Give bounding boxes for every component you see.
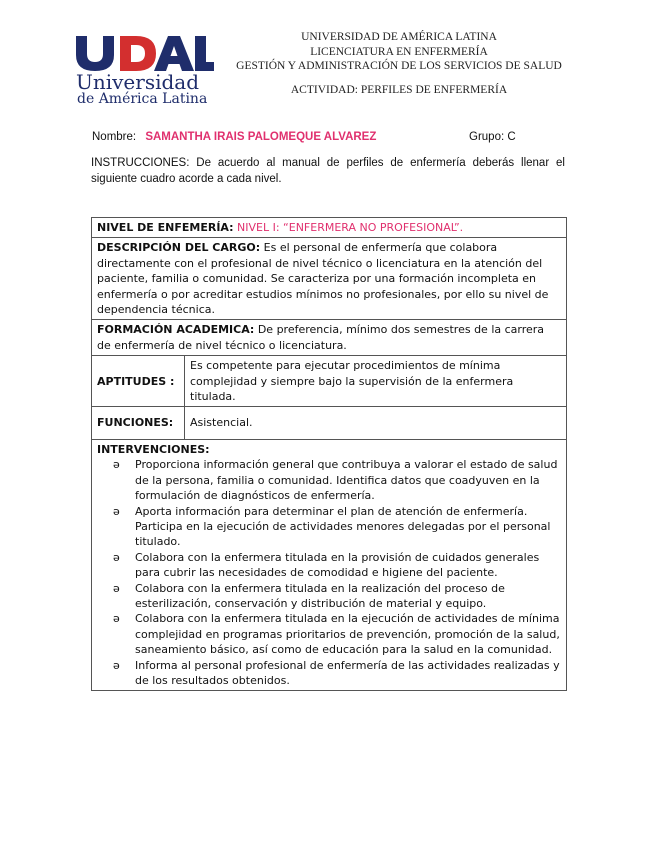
- formation-text: De preferencia, mínimo dos semestres de la carrera de enfermería de nivel técnico o licenciatura.: [97, 323, 545, 352]
- header-activity: ACTIVIDAD: PERFILES DE ENFERMERÍA: [290, 84, 508, 96]
- interventions-list: [97, 457, 561, 688]
- interventions-label: INTERVENCIONES:: [97, 442, 210, 456]
- intervention-item: [111, 457, 561, 503]
- functions-text: Asistencial.: [185, 407, 567, 439]
- instructions: INSTRUCCIONES: De acuerdo al manual de perfiles de enfermería deberás llenar el siguiente cuadro acorde a cada nivel.: [91, 157, 565, 185]
- header-course: GESTIÓN Y ADMINISTRACIÓN DE LOS SERVICIOS DE SALUD: [236, 60, 562, 72]
- aptitudes-row: [92, 356, 567, 407]
- intervention-text: Proporciona información general que contribuya a valorar el estado de salud de la persona, familia o comunidad. Identifica datos que coadyuven en la formulación de diagnósticos de enfermería.: [135, 458, 558, 503]
- aptitudes-label: APTITUDES :: [92, 356, 185, 407]
- level-value: NIVEL I: “ENFERMERA NO PROFESIONAL”.: [237, 221, 464, 234]
- interventions-row: [92, 439, 567, 691]
- intervention-text: Colabora con la enfermera titulada en la provisión de cuidados generales para cubrir las necesidades de comodidad e higiene del paciente.: [135, 550, 540, 580]
- group-label: Grupo: C: [469, 131, 516, 143]
- intervention-item: [111, 658, 561, 689]
- logo-letter-u: [76, 36, 114, 71]
- description-row: [92, 238, 567, 320]
- intervention-text: Colabora con la enfermera titulada en la ejecución de actividades de mínima complejidad en programas prioritarios de prevención, promoción de la salud, saneamiento básico, así como de educación para la salud en la comunidad.: [135, 612, 560, 657]
- header-university: UNIVERSIDAD DE AMÉRICA LATINA: [301, 31, 497, 43]
- bullet-icon: ə: [113, 658, 120, 672]
- logo-text-america-latina: de América Latina: [77, 91, 208, 107]
- header-program: LICENCIATURA EN ENFERMERÍA: [310, 46, 488, 58]
- bullet-icon: ə: [113, 504, 120, 518]
- name-line: [92, 131, 376, 143]
- logo-letter-a: [154, 36, 194, 71]
- aptitudes-text: Es competente para ejecutar procedimientos de mínima complejidad y siempre bajo la supervisión de la enfermera titulada.: [185, 356, 567, 407]
- student-name: SAMANTHA IRAIS PALOMEQUE ALVAREZ: [145, 131, 377, 143]
- functions-row: [92, 407, 567, 439]
- bullet-icon: ə: [113, 550, 120, 564]
- bullet-icon: ə: [113, 612, 120, 626]
- logo-text-universidad: Universidad: [76, 70, 200, 94]
- description-label: DESCRIPCIÓN DEL CARGO:: [97, 241, 261, 255]
- intervention-item: [111, 550, 561, 581]
- bullet-icon: ə: [113, 581, 120, 595]
- formation-row: [92, 320, 567, 356]
- description-text: Es el personal de enfermería que colabora directamente con el profesional de nivel técnico o licenciatura en la atención del paciente, familia o comunidad. Se caracteriza por una formación incompleta en enfermería o por acreditar estudios mínimos no profesionales, por ello su nivel de dependencia técnica.: [97, 241, 549, 317]
- intervention-item: [111, 581, 561, 612]
- intervention-text: Colabora con la enfermera titulada en la realización del proceso de esterilización, conservación y distribución de material y equipo.: [135, 581, 505, 610]
- level-label: NIVEL DE ENFEMERÍA:: [97, 221, 234, 234]
- level-row: [92, 218, 567, 238]
- intervention-text: Aporta información para determinar el plan de atención de enfermería. Participa en la ejecución de actividades menores delegadas por el personal titulado.: [135, 504, 551, 549]
- bullet-icon: ə: [113, 458, 120, 472]
- logo-letter-d: [120, 36, 156, 71]
- intervention-item: [111, 504, 561, 550]
- functions-label: FUNCIONES:: [92, 407, 185, 439]
- formation-label: FORMACIÓN ACADEMICA:: [97, 323, 255, 337]
- name-label: Nombre:: [92, 131, 137, 143]
- profile-table: [91, 217, 567, 691]
- intervention-item: [111, 611, 561, 657]
- logo-letter-l: [195, 36, 214, 71]
- intervention-text: Informa al personal profesional de enfermería de las actividades realizadas y de los resultados obtenidos.: [135, 658, 560, 687]
